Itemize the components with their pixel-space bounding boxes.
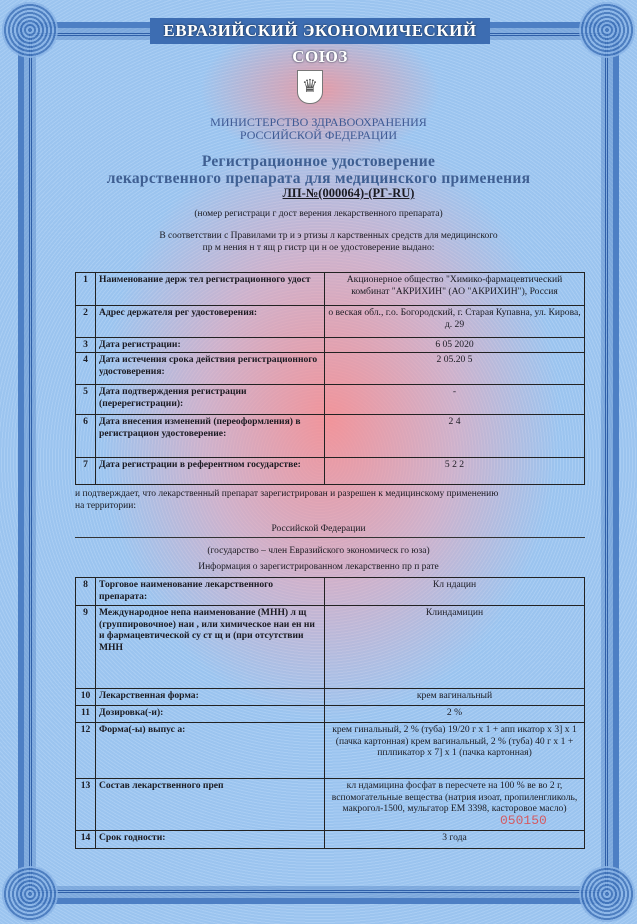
- row-value: крем гинальный, 2 % (туба) 19/20 г х 1 + апп икатор х 3] х 1 (пачка картонная) крем вагинальный, 2 % (туба) 40 г х 1 + пплпикатор х 7] х 1 (пачка картонная): [325, 723, 585, 779]
- table-row: [76, 273, 585, 306]
- confirmation-text: [75, 488, 595, 512]
- row-label: Лекарственная форма:: [96, 689, 325, 706]
- table-row: [76, 606, 585, 689]
- row-label: Наименование держ тел регистрационного удост: [96, 273, 325, 306]
- coat-of-arms-icon: ♛: [297, 70, 323, 104]
- table-row: [76, 689, 585, 706]
- table-row: [76, 385, 585, 415]
- corner-rosette: [579, 866, 635, 922]
- confirmation-line2: на территории:: [75, 501, 136, 511]
- divider: [75, 537, 585, 538]
- row-number: 9: [76, 606, 96, 689]
- row-number: 3: [76, 338, 96, 353]
- ministry-name: [0, 116, 637, 142]
- row-value: 5 2 2: [325, 458, 585, 485]
- corner-rosette: [2, 866, 58, 922]
- table-row: [76, 458, 585, 485]
- row-number: 2: [76, 306, 96, 338]
- table-row: [76, 415, 585, 458]
- row-number: 6: [76, 415, 96, 458]
- row-value: Кл ндацин: [325, 578, 585, 606]
- union-banner: ЕВРАЗИЙСКИЙ ЭКОНОМИЧЕСКИЙ СОЮЗ: [150, 18, 490, 44]
- title-line1: Регистрационное удостоверение: [201, 153, 436, 170]
- title-line2: лекарственного препарата для медицинского применения: [106, 170, 531, 187]
- row-label: Срок годности:: [96, 831, 325, 849]
- row-number: 14: [76, 831, 96, 849]
- row-value: кл ндамицина фосфат в пересчете на 100 % ве во 2 г, вспомогательные вещества (натрия изоат, пропиленгликоль, макрогол-1500, мульгатор ЕМ 3398, касторовое масло): [325, 779, 585, 831]
- row-number: 4: [76, 353, 96, 385]
- row-value: 3 года: [325, 831, 585, 849]
- table-row: [76, 338, 585, 353]
- info-heading: Информация о зарегистрированном лекарственно пр п рате: [198, 562, 439, 572]
- drug-info-table: [75, 577, 585, 849]
- corner-rosette: [2, 2, 58, 58]
- row-label: Состав лекарственного преп: [96, 779, 325, 831]
- row-label: Адрес держателя рег удостоверения:: [96, 306, 325, 338]
- row-value: 2 05.20 5: [325, 353, 585, 385]
- row-label: Дата внесения изменений (переоформления) в регистрацион удостоверение:: [96, 415, 325, 458]
- row-label: Дозировка(-и):: [96, 706, 325, 723]
- intro-line1: В соответствии с Правилами тр и э ртизы л карственных средств для медицинского: [159, 231, 498, 241]
- table-row: [76, 831, 585, 849]
- row-number: 5: [76, 385, 96, 415]
- row-number: 8: [76, 578, 96, 606]
- row-value: 2 4: [325, 415, 585, 458]
- serial-stamp: 050150: [500, 813, 547, 828]
- row-label: Дата регистрации в референтном государстве:: [96, 458, 325, 485]
- row-number: 11: [76, 706, 96, 723]
- row-value: Клиндамицин: [325, 606, 585, 689]
- table-row: [76, 723, 585, 779]
- row-number: 1: [76, 273, 96, 306]
- document-title: [0, 153, 637, 187]
- row-value: крем вагинальный: [325, 689, 585, 706]
- table-row: [76, 306, 585, 338]
- row-value: о веская обл., г.о. Богородский, г. Старая Купавна, ул. Кирова, д. 29: [325, 306, 585, 338]
- row-number: 10: [76, 689, 96, 706]
- table-row: [76, 706, 585, 723]
- reg-number-caption: (номер регистраци г дост верения лекарственного препарата): [194, 209, 443, 219]
- row-value: -: [325, 385, 585, 415]
- row-label: Торговое наименование лекарственного препарата:: [96, 578, 325, 606]
- row-label: Дата истечения срока действия регистрационного удостоверения:: [96, 353, 325, 385]
- country-caption: (государство – член Евразийского экономическ го юза): [207, 546, 430, 556]
- row-label: Форма(-ы) выпус а:: [96, 723, 325, 779]
- holder-info-table: [75, 272, 585, 485]
- confirmation-line1: и подтверждает, что лекарственный препарат зарегистрирован и разрешен к медицинскому применению: [75, 489, 499, 499]
- table-row: [76, 353, 585, 385]
- ministry-line1: МИНИСТЕРСТВО ЗДРАВООХРАНЕНИЯ: [210, 115, 427, 129]
- row-label: Дата регистрации:: [96, 338, 325, 353]
- row-number: 13: [76, 779, 96, 831]
- ministry-line2: РОССИЙСКОЙ ФЕДЕРАЦИИ: [239, 128, 398, 142]
- country: Российской Федерации: [271, 524, 366, 534]
- row-number: 7: [76, 458, 96, 485]
- row-label: Международное непа наименование (МНН) л щ (группировочное) наи , или химическое наи ен ни и фармацевтической су ст щ и (при отсутствии МНН: [96, 606, 325, 689]
- corner-rosette: [579, 2, 635, 58]
- table-row: [76, 578, 585, 606]
- row-value: 6 05 2020: [325, 338, 585, 353]
- row-label: Дата подтверждения регистрации (перерегистрации):: [96, 385, 325, 415]
- registration-number: ЛП-№(000064)-(РГ-RU): [282, 186, 415, 200]
- row-value: Акционерное общество "Химико-фармацевтический комбинат "АКРИХИН" (АО "АКРИХИН"), Россия: [325, 273, 585, 306]
- row-number: 12: [76, 723, 96, 779]
- row-value: 2 %: [325, 706, 585, 723]
- intro-line2: пр м нения н т ящ р гистр ци н ое удостоверение выдано:: [202, 243, 435, 253]
